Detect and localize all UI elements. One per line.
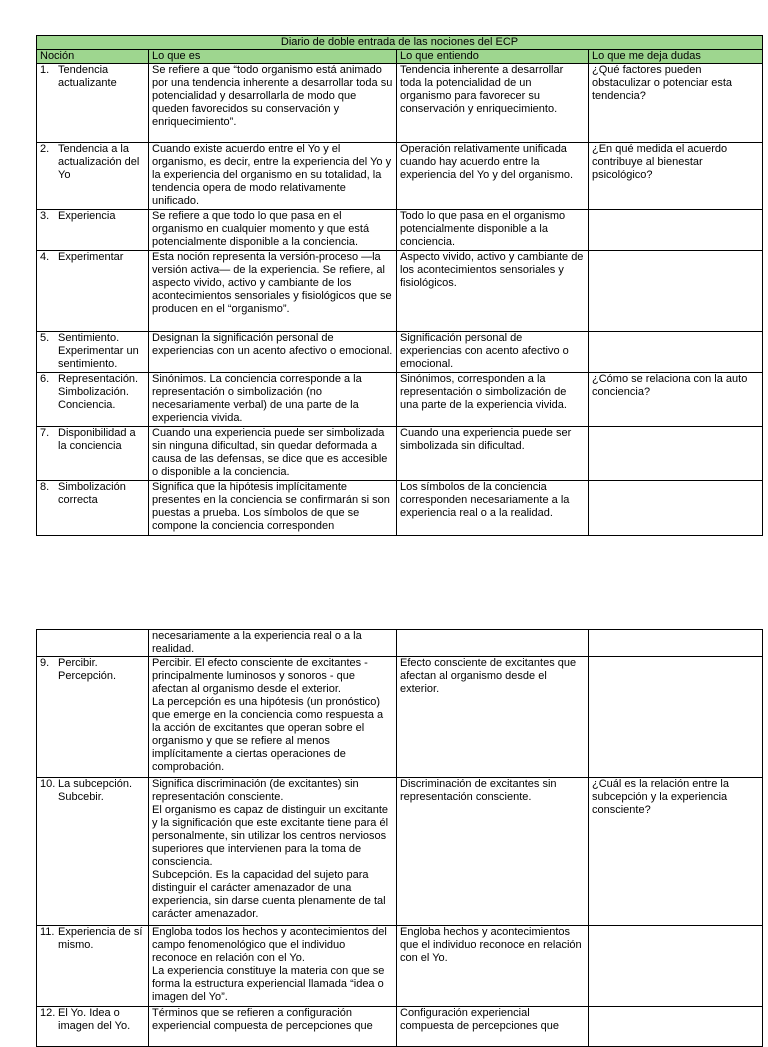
cell-dudas: ¿Cuál es la relación entre la subcepción y la experiencia consciente? (589, 778, 763, 926)
row-number: 5. (40, 332, 50, 344)
row-number: 6. (40, 373, 50, 385)
cell-lo-que-entiendo: Efecto consciente de excitantes que afectan al organismo desde el exterior. (397, 657, 589, 778)
nocion-label: Simbolización correcta (58, 481, 126, 506)
cell-dudas (589, 210, 763, 251)
table-title: Diario de doble entrada de las nociones del ECP (37, 36, 763, 50)
nocion-label: Experimentar (58, 251, 124, 263)
header-lo-que-me-deja-dudas: Lo que me deja dudas (589, 50, 763, 64)
cell-lo-que-entiendo: Sinónimos, corresponden a la representación o simbolización de una parte de la experiencia vivida. (397, 373, 589, 427)
cell-lo-que-entiendo: Significación personal de experiencias con acento afectivo o emocional. (397, 332, 589, 373)
cell-lo-que-es: necesariamente a la experiencia real o a la realidad. (149, 630, 397, 657)
cell-dudas (589, 481, 763, 536)
cell-lo-que-es: Se refiere a que “todo organismo está animado por una tendencia inherente a desarrollar toda su potencialidad y desarrollarla de modo que queden favorecidos su conservación y enriquecimiento”. (149, 64, 397, 143)
cell-nocion (37, 373, 149, 427)
cell-lo-que-entiendo (397, 630, 589, 657)
nocion-label: La subcepción. Subcebir. (58, 778, 132, 803)
table-row (37, 778, 763, 926)
cell-dudas (589, 657, 763, 778)
nocion-label: Tendencia actualizante (58, 64, 117, 89)
cell-lo-que-entiendo: Operación relativamente unificada cuando hay acuerdo entre la experiencia del Yo y del organismo. (397, 143, 589, 210)
cell-lo-que-es: Se refiere a que todo lo que pasa en el organismo en cualquier momento y que está potencialmente disponible a la conciencia. (149, 210, 397, 251)
table-row (37, 332, 763, 373)
cell-nocion (37, 1007, 149, 1047)
nocion-label: Disponibilidad a la conciencia (58, 427, 136, 452)
row-number: 12. (40, 1007, 56, 1019)
cell-dudas: ¿Qué factores pueden obstaculizar o potenciar esta tendencia? (589, 64, 763, 143)
nocion-label: Experiencia (58, 210, 116, 222)
row-number: 10. (40, 778, 56, 790)
cell-nocion (37, 630, 149, 657)
nocion-label: El Yo. Idea o imagen del Yo. (58, 1007, 131, 1032)
cell-lo-que-entiendo: Tendencia inherente a desarrollar toda la potencialidad de un organismo para favorecer su conservación y enriquecimiento. (397, 64, 589, 143)
cell-nocion (37, 481, 149, 536)
table-header-row (37, 50, 763, 64)
table-row (37, 143, 763, 210)
cell-nocion (37, 332, 149, 373)
nocion-label: Tendencia a la actualización del Yo (58, 143, 140, 181)
header-lo-que-es: Lo que es (149, 50, 397, 64)
table-row (37, 657, 763, 778)
cell-lo-que-es: Significa que la hipótesis implícitamente presentes en la conciencia se confirmarán si son puestas a prueba. Los símbolos de que se compone la conciencia corresponden (149, 481, 397, 536)
row-number: 9. (40, 657, 50, 669)
table-row (37, 481, 763, 536)
header-nocion: Noción (37, 50, 149, 64)
cell-nocion (37, 926, 149, 1007)
cell-lo-que-es: Sinónimos. La conciencia corresponde a la representación o simbolización (no necesariamente verbal) de una parte de la experiencia vivida. (149, 373, 397, 427)
cell-lo-que-entiendo: Discriminación de excitantes sin representación consciente. (397, 778, 589, 926)
cell-dudas (589, 630, 763, 657)
row-number: 4. (40, 251, 50, 263)
cell-lo-que-entiendo: Todo lo que pasa en el organismo potencialmente disponible a la conciencia. (397, 210, 589, 251)
cell-nocion (37, 143, 149, 210)
cell-dudas (589, 332, 763, 373)
nocion-label: Sentimiento. Experimentar un sentimiento. (58, 332, 139, 370)
table-row (37, 64, 763, 143)
table-row (37, 210, 763, 251)
table-row (37, 1007, 763, 1047)
table-row (37, 427, 763, 481)
row-number: 1. (40, 64, 50, 76)
cell-lo-que-entiendo: Los símbolos de la conciencia corresponden necesariamente a la experiencia real o a la realidad. (397, 481, 589, 536)
cell-lo-que-es: Significa discriminación (de excitantes) sin representación consciente. El organismo es capaz de distinguir un excitante y la significación que este excitante tiene para él personalmente, sin utilizar los centros nerviosos superiores que intervienen para la toma de consciencia. Subcepción. Es la capacidad del sujeto para distinguir el carácter amenazador de una experiencia, sin darse cuenta plenamente de tal carácter amenazador. (149, 778, 397, 926)
table-row (37, 251, 763, 332)
cell-lo-que-es: Engloba todos los hechos y acontecimientos del campo fenomenológico que el individuo reconoce en relación con el Yo. La experiencia constituye la materia con que se forma la estructura experiencial llamada “idea o imagen del Yo”. (149, 926, 397, 1007)
cell-lo-que-es: Percibir. El efecto consciente de excitantes - principalmente luminosos y sonoros - que afectan al organismo desde el exterior. La percepción es una hipótesis (un pronóstico) que emerge en la conciencia como respuesta a la acción de excitantes que operan sobre el organismo y que se refiere al menos implícitamente a ciertas operaciones de comprobación. (149, 657, 397, 778)
cell-lo-que-es: Cuando existe acuerdo entre el Yo y el organismo, es decir, entre la experiencia del Yo y la experiencia del organismo en su totalidad, la tendencia opera de modo relativamente unificado. (149, 143, 397, 210)
cell-lo-que-es: Esta noción representa la versión-proceso —la versión activa— de la experiencia. Se refiere, al aspecto vivido, activo y cambiante de los acontecimientos sensoriales y fisiológicos que se producen en el “organismo”. (149, 251, 397, 332)
nocion-label: Representación. Simbolización. Conciencia. (58, 373, 139, 411)
cell-dudas (589, 427, 763, 481)
row-number: 8. (40, 481, 50, 493)
cell-lo-que-entiendo: Configuración experiencial compuesta de percepciones que (397, 1007, 589, 1047)
cell-dudas (589, 251, 763, 332)
cell-dudas (589, 1007, 763, 1047)
table-row (37, 373, 763, 427)
cell-dudas (589, 926, 763, 1007)
cell-lo-que-es: Designan la significación personal de experiencias con un acento afectivo o emocional. (149, 332, 397, 373)
notions-table-page1 (36, 35, 763, 536)
nocion-label: Experiencia de sí mismo. (58, 926, 143, 951)
cell-lo-que-entiendo: Cuando una experiencia puede ser simbolizada sin dificultad. (397, 427, 589, 481)
cell-nocion (37, 210, 149, 251)
table-row-continuation (37, 630, 763, 657)
table-title-row (37, 36, 763, 50)
cell-lo-que-entiendo: Aspecto vivido, activo y cambiante de los acontecimientos sensoriales y fisiológicos. (397, 251, 589, 332)
cell-dudas: ¿En qué medida el acuerdo contribuye al bienestar psicológico? (589, 143, 763, 210)
row-number: 11. (40, 926, 55, 938)
table-row (37, 926, 763, 1007)
row-number: 7. (40, 427, 50, 439)
cell-nocion (37, 778, 149, 926)
cell-dudas: ¿Cómo se relaciona con la auto conciencia? (589, 373, 763, 427)
cell-nocion (37, 251, 149, 332)
cell-nocion (37, 657, 149, 778)
nocion-label: Percibir. Percepción. (58, 657, 117, 682)
cell-lo-que-es: Términos que se refieren a configuración experiencial compuesta de percepciones que (149, 1007, 397, 1047)
cell-nocion (37, 427, 149, 481)
cell-lo-que-es: Cuando una experiencia puede ser simbolizada sin ninguna dificultad, sin quedar deformada a causa de las defensas, se dice que es accesible o disponible a la conciencia. (149, 427, 397, 481)
notions-table-page2 (36, 629, 763, 1047)
cell-lo-que-entiendo: Engloba hechos y acontecimientos que el individuo reconoce en relación con el Yo. (397, 926, 589, 1007)
row-number: 3. (40, 210, 50, 222)
header-lo-que-entiendo: Lo que entiendo (397, 50, 589, 64)
cell-nocion (37, 64, 149, 143)
row-number: 2. (40, 143, 50, 155)
